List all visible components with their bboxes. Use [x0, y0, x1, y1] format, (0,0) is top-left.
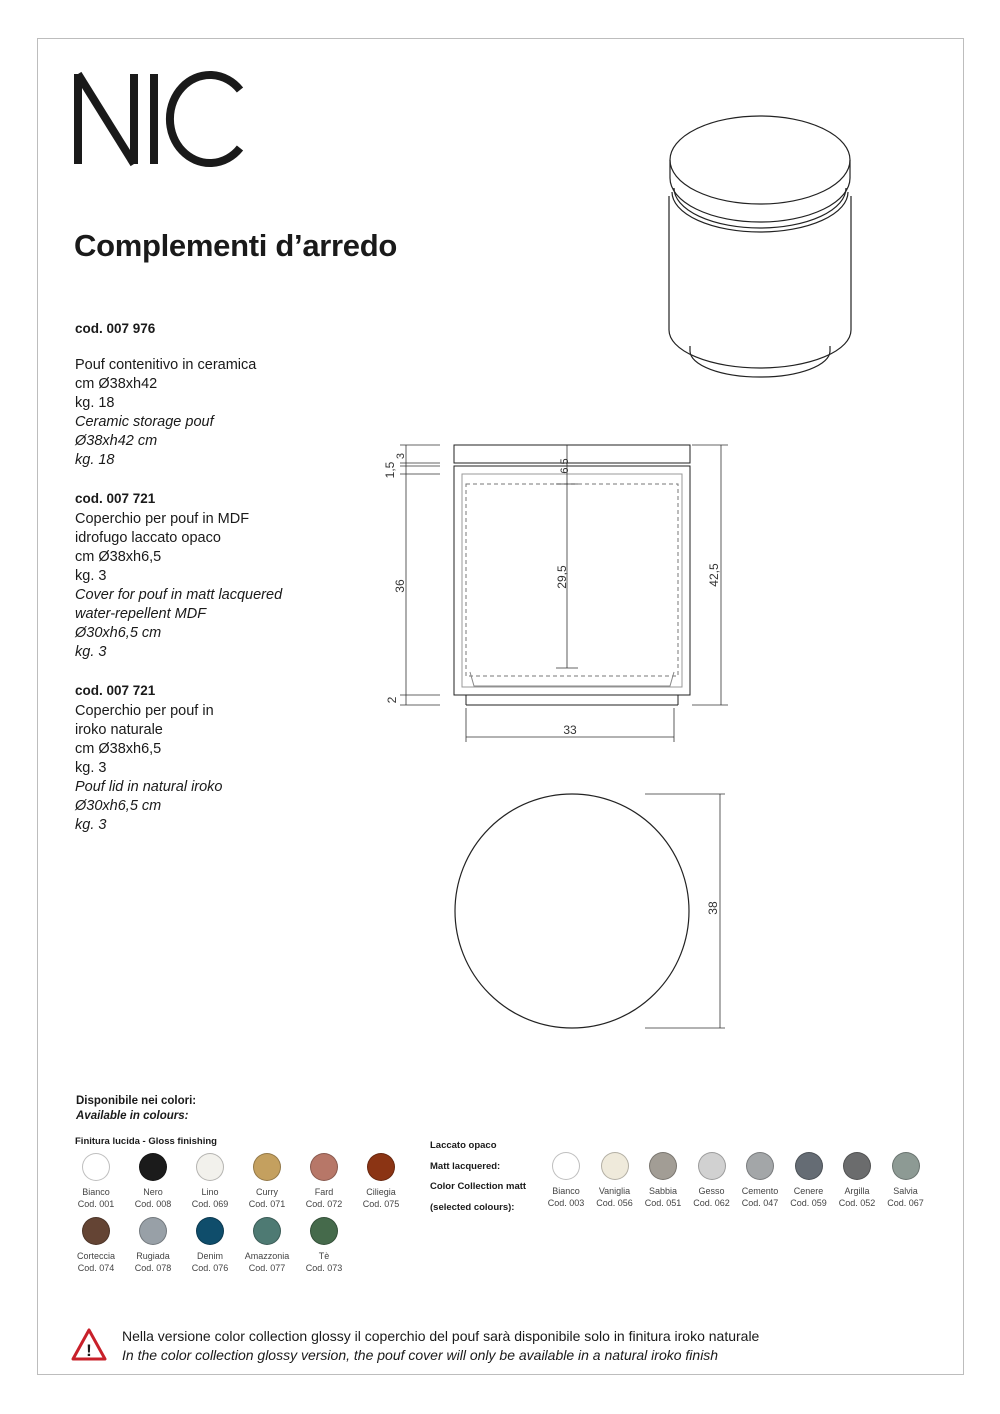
dim-inner-height: 29,5: [555, 565, 569, 589]
color-name: Corteccia: [76, 1251, 115, 1261]
gloss-swatch[interactable]: [66, 1153, 126, 1210]
brand-logo: [72, 68, 247, 173]
color-dot: [649, 1152, 677, 1180]
matt-label-line: Color Collection matt: [430, 1181, 527, 1192]
svg-text:!: !: [86, 1341, 92, 1360]
product-code: cod. 007 721: [75, 683, 156, 698]
color-name: Lino: [201, 1187, 219, 1197]
color-code: Cod. 008: [134, 1199, 172, 1209]
color-dot: [82, 1217, 110, 1245]
color-code: Cod. 078: [134, 1263, 172, 1273]
gloss-swatch[interactable]: [123, 1153, 183, 1210]
matt-swatch[interactable]: [876, 1152, 936, 1209]
color-name: Nero: [143, 1187, 163, 1197]
color-dot: [892, 1152, 920, 1180]
color-code: Cod. 056: [596, 1198, 633, 1208]
color-dot: [601, 1152, 629, 1180]
dim-inner-width: 33: [563, 723, 577, 737]
product-desc-line: idrofugo laccato opaco: [75, 530, 221, 546]
color-dot: [795, 1152, 823, 1180]
color-name: Curry: [256, 1187, 278, 1197]
color-name: Cenere: [793, 1186, 824, 1196]
product-desc-line: cm Ø38xh42: [75, 376, 158, 392]
product-desc-line: Pouf contenitivo in ceramica: [75, 357, 257, 373]
color-code: Cod. 003: [547, 1198, 585, 1208]
color-code: Cod. 076: [191, 1263, 229, 1273]
color-code: Cod. 001: [77, 1199, 115, 1209]
product-desc-line-en: water-repellent MDF: [75, 606, 207, 622]
product-desc-line-en: kg. 3: [75, 817, 107, 833]
available-title-en: Available in colours:: [76, 1110, 189, 1122]
color-dot: [196, 1153, 224, 1181]
color-code: Cod. 067: [887, 1198, 924, 1208]
gloss-swatch[interactable]: [294, 1217, 354, 1274]
product-desc-line-en: Ceramic storage pouf: [75, 414, 214, 430]
lid-outline: [454, 445, 690, 463]
dim-diameter: 38: [706, 901, 720, 915]
color-name: Vaniglia: [598, 1186, 631, 1196]
gloss-label: Finitura lucida - Gloss finishing: [75, 1136, 217, 1147]
color-dot: [82, 1153, 110, 1181]
dim-base: 2: [385, 696, 399, 704]
product-desc-line-en: kg. 3: [75, 644, 107, 660]
body-outline: [454, 466, 690, 695]
color-code: Cod. 073: [305, 1263, 343, 1273]
color-dot: [253, 1153, 281, 1181]
available-colours-heading: [76, 1094, 196, 1124]
gloss-swatch[interactable]: [237, 1217, 297, 1274]
product-block: [75, 681, 223, 835]
color-name: Fard: [314, 1187, 334, 1197]
pouf-section-drawing: [380, 440, 740, 750]
color-name: Bianco: [82, 1187, 110, 1197]
product-desc-line: kg. 3: [75, 760, 107, 776]
gloss-swatch[interactable]: [180, 1217, 240, 1274]
dim-body-height: 36: [393, 579, 407, 593]
product-desc-line-en: Pouf lid in natural iroko: [75, 779, 223, 795]
gloss-swatch[interactable]: [351, 1153, 411, 1210]
pouf-perspective-drawing: [660, 108, 860, 378]
color-name: Cemento: [741, 1186, 779, 1196]
color-code: Cod. 069: [191, 1199, 229, 1209]
color-dot: [310, 1217, 338, 1245]
color-code: Cod. 051: [644, 1198, 682, 1208]
color-dot: [698, 1152, 726, 1180]
product-desc-line: Coperchio per pouf in: [75, 703, 214, 719]
color-code: Cod. 052: [838, 1198, 876, 1208]
product-code: cod. 007 721: [75, 491, 156, 506]
color-dot: [310, 1153, 338, 1181]
gloss-swatch[interactable]: [294, 1153, 354, 1210]
color-dot: [746, 1152, 774, 1180]
product-desc-line-en: Ø38xh42 cm: [75, 433, 158, 449]
nic-logo-icon: [72, 68, 247, 168]
color-code: Cod. 077: [248, 1263, 286, 1273]
color-name: Gesso: [698, 1186, 725, 1196]
color-code: Cod. 059: [790, 1198, 827, 1208]
product-code: cod. 007 976: [75, 321, 156, 336]
color-dot: [253, 1217, 281, 1245]
color-name: Rugiada: [136, 1251, 170, 1261]
color-dot: [367, 1153, 395, 1181]
page-title: Complementi d’arredo: [74, 228, 397, 263]
product-block: [75, 319, 256, 470]
color-name: Ciliegia: [366, 1187, 396, 1197]
product-desc-line-en: Cover for pouf in matt lacquered: [75, 587, 283, 603]
color-dot: [843, 1152, 871, 1180]
color-code: Cod. 047: [741, 1198, 779, 1208]
gloss-swatch[interactable]: [123, 1217, 183, 1274]
color-code: Cod. 071: [248, 1199, 286, 1209]
matt-label-line: Laccato opaco: [430, 1140, 497, 1151]
color-name: Denim: [196, 1251, 223, 1261]
color-name: Argilla: [844, 1186, 870, 1196]
product-desc-line-en: Ø30xh6,5 cm: [75, 625, 162, 641]
product-desc-line-en: kg. 18: [75, 452, 115, 468]
gloss-swatch[interactable]: [180, 1153, 240, 1210]
color-name: Salvia: [893, 1186, 918, 1196]
product-desc-line: cm Ø38xh6,5: [75, 549, 162, 565]
color-code: Cod. 062: [693, 1198, 730, 1208]
product-desc-line: iroko naturale: [75, 722, 163, 738]
color-name: Tè: [318, 1251, 330, 1261]
gloss-swatch[interactable]: [237, 1153, 297, 1210]
pouf-plan-drawing: [440, 786, 740, 1036]
color-name: Bianco: [552, 1186, 580, 1196]
warning-text: [122, 1327, 759, 1365]
product-desc-line-en: Ø30xh6,5 cm: [75, 798, 162, 814]
color-code: Cod. 075: [362, 1199, 400, 1209]
dim-lid-top: 1,5: [383, 461, 397, 479]
available-title-it: Disponibile nei colori:: [76, 1095, 197, 1107]
color-dot: [139, 1217, 167, 1245]
product-desc-line: kg. 3: [75, 568, 107, 584]
matt-label-line: (selected colours):: [430, 1201, 515, 1213]
gloss-swatch[interactable]: [66, 1217, 126, 1274]
color-name: Amazzonia: [244, 1251, 290, 1261]
warning-icon: [70, 1327, 108, 1363]
color-dot: [139, 1153, 167, 1181]
color-dot: [552, 1152, 580, 1180]
dim-lid-inner: 6,5: [559, 458, 571, 474]
dim-total-height: 42,5: [707, 563, 721, 587]
product-block: [75, 489, 282, 662]
product-desc-line: kg. 18: [75, 395, 115, 411]
warning-text-en: In the color collection glossy version, the pouf cover will only be available in a natural iroko finish: [122, 1347, 719, 1363]
color-dot: [196, 1217, 224, 1245]
color-code: Cod. 072: [305, 1199, 343, 1209]
product-desc-line: cm Ø38xh6,5: [75, 741, 162, 757]
warning-text-it: Nella versione color collection glossy il coperchio del pouf sarà disponibile solo in finitura iroko naturale: [122, 1328, 760, 1344]
product-desc-line: Coperchio per pouf in MDF: [75, 511, 250, 527]
matt-labels: [430, 1136, 526, 1218]
color-code: Cod. 074: [77, 1263, 115, 1273]
color-name: Sabbia: [648, 1186, 678, 1196]
matt-label-line: Matt lacquered:: [430, 1160, 501, 1172]
dim-lid-gap: 3: [395, 452, 407, 460]
